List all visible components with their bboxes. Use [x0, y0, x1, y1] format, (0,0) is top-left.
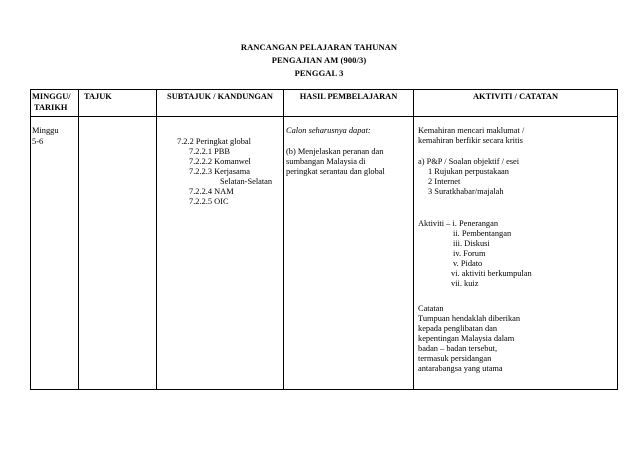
catatan-line: kepentingan Malaysia dalam — [418, 334, 515, 343]
minggu-range: 5-6 — [32, 137, 44, 146]
aktiviti-line: vii. kuiz — [451, 279, 479, 288]
col-divider-2 — [156, 89, 157, 390]
col-divider-1 — [78, 89, 79, 390]
header-tajuk: TAJUK — [84, 92, 112, 101]
pnp-line: 1 Rujukan perpustakaan — [428, 167, 509, 176]
minggu-label: Minggu — [32, 126, 59, 135]
header-minggu-line2: TARIKH — [34, 103, 68, 112]
header-minggu-line1: MINGGU/ — [32, 92, 71, 101]
catatan-line: Catatan — [418, 304, 444, 313]
catatan-line: kepada penglibatan dan — [418, 324, 498, 333]
aktiviti-line: iv. Forum — [453, 249, 486, 258]
header-divider — [30, 116, 618, 117]
catatan-line: termasuk persidangan — [418, 354, 492, 363]
col-divider-4 — [413, 89, 414, 390]
aktiviti-line: iii. Diskusi — [453, 239, 490, 248]
table-border-left — [30, 89, 31, 390]
header-hasil: HASIL PEMBELAJARAN — [299, 92, 398, 101]
subtajuk-item: Selatan-Selatan — [220, 177, 273, 186]
col-divider-3 — [283, 89, 284, 390]
pnp-line: a) P&P / Soalan objektif / esei — [418, 157, 520, 166]
table-border-right — [617, 89, 618, 390]
aktiviti-line: vi. aktiviti berkumpulan — [451, 269, 532, 278]
table-border-bottom — [30, 389, 618, 390]
kemahiran-line: Kemahiran mencari maklumat / — [418, 126, 525, 135]
pnp-line: 2 Internet — [428, 177, 461, 186]
table-border-top — [30, 89, 618, 90]
catatan-line: antarabangsa yang utama — [418, 364, 503, 373]
subtajuk-item: 7.2.2.2 Komanwel — [189, 157, 251, 166]
subject-title: PENGAJIAN AM (900/3) — [271, 55, 367, 65]
term-title: PENGGAL 3 — [294, 68, 344, 78]
hasil-line: sumbangan Malaysia di — [286, 157, 366, 166]
lesson-plan-table — [30, 89, 618, 390]
document-title: RANCANGAN PELAJARAN TAHUNAN — [240, 42, 398, 52]
catatan-line: badan – badan tersebut, — [418, 344, 498, 353]
subtajuk-item: 7.2.2.4 NAM — [189, 187, 234, 196]
aktiviti-line: Aktiviti – i. Penerangan — [418, 219, 499, 228]
hasil-line: (b) Menjelaskan peranan dan — [286, 147, 384, 156]
hasil-intro: Calon seharusnya dapat: — [286, 126, 371, 135]
kemahiran-line: kemahiran berfikir secara kritis — [418, 136, 523, 145]
subtajuk-item: 7.2.2.3 Kerjasama — [189, 167, 250, 176]
subtajuk-item: 7.2.2.5 OIC — [189, 197, 229, 206]
hasil-line: peringkat serantau dan global — [286, 167, 385, 176]
aktiviti-line: v. Pidato — [453, 259, 483, 268]
header-subtajuk: SUBTAJUK / KANDUNGAN — [167, 92, 273, 101]
catatan-line: Tumpuan hendaklah diberikan — [418, 314, 521, 323]
header-aktiviti: AKTIVITI / CATATAN — [473, 92, 558, 101]
subtajuk-item: 7.2.2 Peringkat global — [177, 137, 251, 146]
subtajuk-item: 7.2.2.1 PBB — [189, 147, 230, 156]
aktiviti-line: ii. Pembentangan — [453, 229, 512, 238]
pnp-line: 3 Suratkhabar/majalah — [428, 187, 504, 196]
